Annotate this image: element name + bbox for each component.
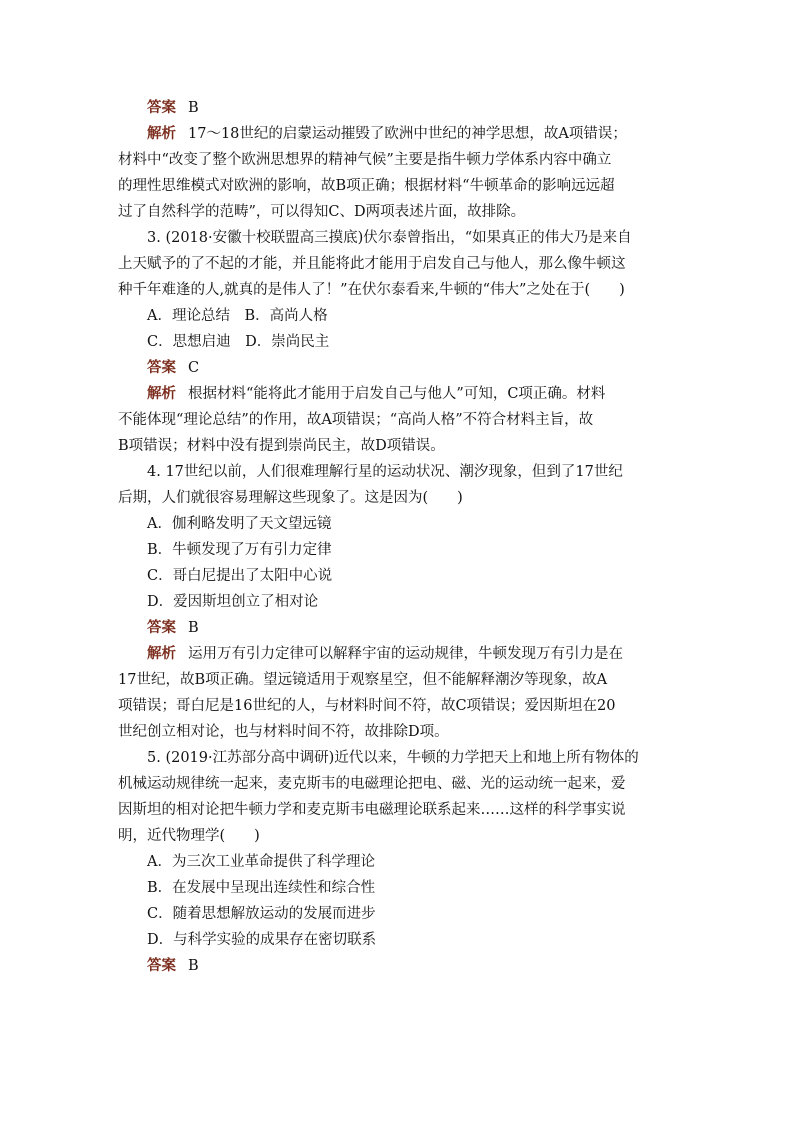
question-stem-line: 4. 17世纪以前，人们很难理解行星的运动状况、潮汐现象，但到了17世纪 xyxy=(147,464,623,480)
question-stem-line: 明，近代物理学( ) xyxy=(118,828,260,844)
question-stem-line: 上天赋予的了不起的才能，并且能将此才能用于启发自己与他人，那么像牛顿这 xyxy=(118,256,626,272)
option-line: A．理论总结 B．高尚人格 xyxy=(147,308,328,324)
option-line: D．爱因斯坦创立了相对论 xyxy=(147,594,319,610)
analysis-line xyxy=(118,641,678,667)
analysis-label: 解析 xyxy=(147,126,176,142)
analysis-text: 根据材料“能将此才能用于启发自己与他人”可知，C项正确。材料 xyxy=(188,386,606,402)
analysis-line: B项错误；材料中没有提到崇尚民主，故D项错误。 xyxy=(118,438,445,454)
analysis-line: 材料中“改变了整个欧洲思想界的精神气候”主要是指牛顿力学体系内容中确立 xyxy=(118,152,612,168)
question-stem-line: 因斯坦的相对论把牛顿力学和麦克斯韦电磁理论联系起来……这样的科学事实说 xyxy=(118,802,626,818)
answer-label: 答案 xyxy=(147,620,176,636)
answer-label: 答案 xyxy=(147,100,176,116)
analysis-line: 不能体现“理论总结”的作用，故A项错误；“高尚人格”不符合材料主旨，故 xyxy=(118,412,594,428)
answer-line xyxy=(118,953,678,979)
option-line: A．为三次工业革命提供了科学理论 xyxy=(147,854,375,870)
question-stem-line: 5. (2019·江苏部分高中调研)近代以来，牛顿的力学把天上和地上所有物体的 xyxy=(147,750,639,766)
question-stem-line: 种千年难逢的人,就真的是伟人了！”在伏尔泰看来,牛顿的“伟大”之处在于( ) xyxy=(118,282,625,298)
answer-value: B xyxy=(188,100,199,116)
analysis-label: 解析 xyxy=(147,386,176,402)
answer-value: C xyxy=(188,360,200,376)
option-line: C．思想启迪 D．崇尚民主 xyxy=(147,334,330,350)
analysis-line: 项错误；哥白尼是16世纪的人，与材料时间不符，故C项错误；爱因斯坦在20 xyxy=(118,698,616,714)
answer-label: 答案 xyxy=(147,958,176,974)
document-content xyxy=(118,95,678,979)
question-stem-line: 后期，人们就很容易理解这些现象了。这是因为( ) xyxy=(118,490,463,506)
answer-line xyxy=(118,95,678,121)
option-line: A．伽利略发明了天文望远镜 xyxy=(147,516,332,532)
analysis-line: 的理性思维模式对欧洲的影响，故B项正确；根据材料“牛顿革命的影响远远超 xyxy=(118,178,615,194)
answer-line xyxy=(118,355,678,381)
answer-value: B xyxy=(188,620,199,636)
question-stem-line: 机械运动规律统一起来，麦克斯韦的电磁理论把电、磁、光的运动统一起来，爱 xyxy=(118,776,626,792)
analysis-line xyxy=(118,121,678,147)
analysis-line: 过了自然科学的范畴”，可以得知C、D两项表述片面，故排除。 xyxy=(118,204,526,220)
option-line: B．在发展中呈现出连续性和综合性 xyxy=(147,880,376,896)
analysis-text: 17～18世纪的启蒙运动摧毁了欧洲中世纪的神学思想，故A项错误； xyxy=(188,126,627,142)
analysis-line: 17世纪，故B项正确。望远镜适用于观察星空，但不能解释潮汐等现象，故A xyxy=(118,672,608,688)
option-line: D．与科学实验的成果存在密切联系 xyxy=(147,932,377,948)
analysis-text: 运用万有引力定律可以解释宇宙的运动规律，牛顿发现万有引力是在 xyxy=(188,646,623,662)
question-stem-line: 3. (2018·安徽十校联盟高三摸底)伏尔泰曾指出，“如果真正的伟大乃是来自 xyxy=(147,230,632,246)
option-line: C．哥白尼提出了太阳中心说 xyxy=(147,568,333,584)
answer-line xyxy=(118,615,678,641)
answer-label: 答案 xyxy=(147,360,176,376)
analysis-label: 解析 xyxy=(147,646,176,662)
option-line: C．随着思想解放运动的发展而进步 xyxy=(147,906,376,922)
option-line: B．牛顿发现了万有引力定律 xyxy=(147,542,332,558)
answer-value: B xyxy=(188,958,199,974)
analysis-line: 世纪创立相对论，也与材料时间不符，故排除D项。 xyxy=(118,724,449,740)
analysis-line xyxy=(118,381,678,407)
